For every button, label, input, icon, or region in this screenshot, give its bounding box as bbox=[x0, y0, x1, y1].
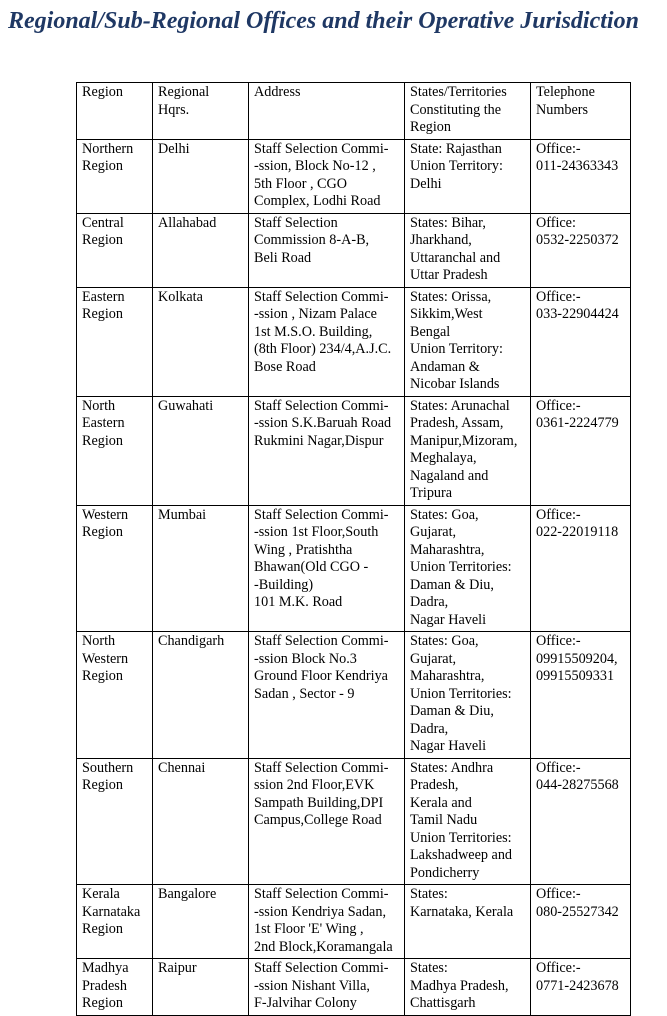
region-cell: Western Region bbox=[77, 505, 153, 632]
header-regional-hqrs: Regional Hqrs. bbox=[153, 83, 249, 140]
states-cell: State: Rajasthan Union Territory: Delhi bbox=[405, 139, 531, 213]
table-row bbox=[77, 632, 631, 759]
table-row bbox=[77, 758, 631, 885]
table-row bbox=[77, 139, 631, 213]
telephone-cell: Office:- 033-22904424 bbox=[531, 287, 631, 396]
header-address: Address bbox=[249, 83, 405, 140]
address-cell: Staff Selection Commission 8-A-B, Beli Road bbox=[249, 213, 405, 287]
telephone-cell: Office:- 080-25527342 bbox=[531, 885, 631, 959]
states-cell: States: Andhra Pradesh, Kerala and Tamil Nadu Union Territories: Lakshadweep and Pondicherry bbox=[405, 758, 531, 885]
region-cell: Eastern Region bbox=[77, 287, 153, 396]
hqrs-cell: Bangalore bbox=[153, 885, 249, 959]
region-cell: North Eastern Region bbox=[77, 396, 153, 505]
hqrs-cell: Guwahati bbox=[153, 396, 249, 505]
regional-offices-table bbox=[76, 82, 631, 1016]
telephone-cell: Office: 0532-2250372 bbox=[531, 213, 631, 287]
hqrs-cell: Delhi bbox=[153, 139, 249, 213]
header-region: Region bbox=[77, 83, 153, 140]
telephone-cell: Office:- 0361-2224779 bbox=[531, 396, 631, 505]
telephone-cell: Office:- 09915509204, 09915509331 bbox=[531, 632, 631, 759]
states-cell: States: Bihar, Jharkhand, Uttaranchal and Uttar Pradesh bbox=[405, 213, 531, 287]
table-row bbox=[77, 287, 631, 396]
table-row bbox=[77, 396, 631, 505]
address-cell: Staff Selection Commi- -ssion S.K.Baruah Road Rukmini Nagar,Dispur bbox=[249, 396, 405, 505]
page-title: Regional/Sub-Regional Offices and their Operative Jurisdiction bbox=[8, 8, 639, 34]
region-cell: North Western Region bbox=[77, 632, 153, 759]
hqrs-cell: Chennai bbox=[153, 758, 249, 885]
states-cell: States: Madhya Pradesh, Chattisgarh bbox=[405, 959, 531, 1016]
states-cell: States: Arunachal Pradesh, Assam, Manipur,Mizoram, Meghalaya, Nagaland and Tripura bbox=[405, 396, 531, 505]
telephone-cell: Office:- 0771-2423678 bbox=[531, 959, 631, 1016]
address-cell: Staff Selection Commi- -ssion, Block No-12 , 5th Floor , CGO Complex, Lodhi Road bbox=[249, 139, 405, 213]
region-cell: Northern Region bbox=[77, 139, 153, 213]
states-cell: States: Goa, Gujarat, Maharashtra, Union Territories: Daman & Diu, Dadra, Nagar Haveli bbox=[405, 632, 531, 759]
address-cell: Staff Selection Commi- ssion 2nd Floor,EVK Sampath Building,DPI Campus,College Road bbox=[249, 758, 405, 885]
telephone-cell: Office:- 022-22019118 bbox=[531, 505, 631, 632]
hqrs-cell: Chandigarh bbox=[153, 632, 249, 759]
hqrs-cell: Kolkata bbox=[153, 287, 249, 396]
telephone-cell: Office:- 011-24363343 bbox=[531, 139, 631, 213]
telephone-cell: Office:- 044-28275568 bbox=[531, 758, 631, 885]
hqrs-cell: Mumbai bbox=[153, 505, 249, 632]
table-header-row bbox=[77, 83, 631, 140]
address-cell: Staff Selection Commi- -ssion 1st Floor,South Wing , Pratishtha Bhawan(Old CGO - -Building) 101 M.K. Road bbox=[249, 505, 405, 632]
address-cell: Staff Selection Commi- -ssion Kendriya Sadan, 1st Floor 'E' Wing , 2nd Block,Koramangala bbox=[249, 885, 405, 959]
address-cell: Staff Selection Commi- -ssion Nishant Villa, F-Jalvihar Colony bbox=[249, 959, 405, 1016]
table-body bbox=[77, 83, 631, 1016]
table-row bbox=[77, 885, 631, 959]
region-cell: Southern Region bbox=[77, 758, 153, 885]
hqrs-cell: Raipur bbox=[153, 959, 249, 1016]
header-telephone-numbers: Telephone Numbers bbox=[531, 83, 631, 140]
states-cell: States: Orissa, Sikkim,West Bengal Union Territory: Andaman & Nicobar Islands bbox=[405, 287, 531, 396]
region-cell: Madhya Pradesh Region bbox=[77, 959, 153, 1016]
region-cell: Kerala Karnataka Region bbox=[77, 885, 153, 959]
address-cell: Staff Selection Commi- -ssion , Nizam Palace 1st M.S.O. Building, (8th Floor) 234/4,A.J.C. Bose Road bbox=[249, 287, 405, 396]
states-cell: States: Karnataka, Kerala bbox=[405, 885, 531, 959]
header-states-territories: States/Territories Constituting the Region bbox=[405, 83, 531, 140]
region-cell: Central Region bbox=[77, 213, 153, 287]
table-row bbox=[77, 213, 631, 287]
table-row bbox=[77, 505, 631, 632]
states-cell: States: Goa, Gujarat, Maharashtra, Union Territories: Daman & Diu, Dadra, Nagar Haveli bbox=[405, 505, 531, 632]
hqrs-cell: Allahabad bbox=[153, 213, 249, 287]
address-cell: Staff Selection Commi- -ssion Block No.3 Ground Floor Kendriya Sadan , Sector - 9 bbox=[249, 632, 405, 759]
